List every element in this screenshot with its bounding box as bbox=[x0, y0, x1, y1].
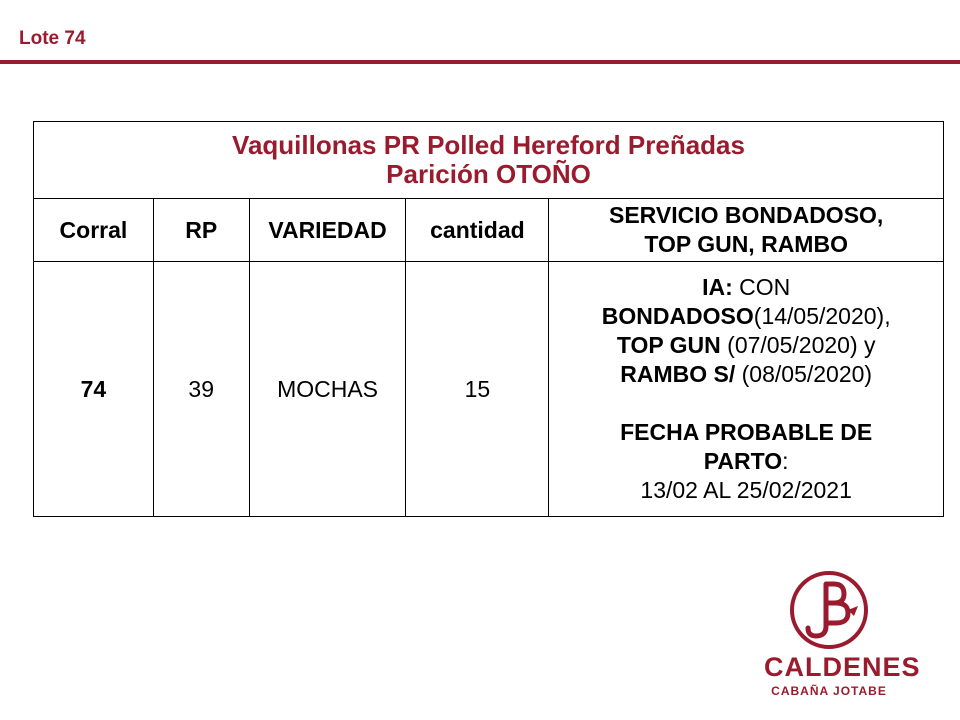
ia-text: CON bbox=[732, 274, 791, 300]
ia-label: IA: bbox=[702, 274, 733, 300]
bull2-line bbox=[553, 331, 939, 360]
logo-name: CALDENES bbox=[764, 652, 921, 682]
col-header-rp: RP bbox=[153, 199, 249, 262]
col-header-servicio-line2: TOP GUN, RAMBO bbox=[644, 231, 848, 257]
fecha-label-line2-wrap bbox=[553, 447, 939, 476]
cell-rp: 39 bbox=[153, 262, 249, 517]
fecha-label-line1: FECHA PROBABLE DE bbox=[620, 419, 873, 445]
table-row bbox=[34, 262, 944, 517]
cell-cantidad: 15 bbox=[406, 262, 549, 517]
cell-servicio bbox=[549, 262, 944, 517]
fecha-value: 13/02 AL 25/02/2021 bbox=[640, 477, 852, 503]
lot-title: Lote 74 bbox=[19, 28, 86, 49]
cell-corral: 74 bbox=[34, 262, 154, 517]
logo-subtitle: CABAÑA JOTABE bbox=[771, 684, 887, 698]
col-header-variedad: VARIEDAD bbox=[249, 199, 406, 262]
table-title-line2: Parición OTOÑO bbox=[386, 159, 591, 189]
bull1-name: BONDADOSO bbox=[601, 303, 754, 329]
table-title bbox=[34, 122, 944, 199]
bull1-line bbox=[553, 302, 939, 331]
bull3-name: RAMBO S/ bbox=[620, 361, 736, 387]
col-header-servicio-line1: SERVICIO BONDADOSO, bbox=[608, 202, 884, 228]
fecha-label-line2: PARTO bbox=[703, 448, 783, 474]
col-header-cantidad: cantidad bbox=[406, 199, 549, 262]
fecha-colon: : bbox=[782, 448, 789, 474]
ia-line bbox=[553, 273, 939, 302]
bull2-date: (07/05/2020) y bbox=[720, 332, 876, 358]
bull2-name: TOP GUN bbox=[616, 332, 721, 358]
col-header-corral: Corral bbox=[34, 199, 154, 262]
spacer bbox=[553, 389, 939, 418]
cell-variedad: MOCHAS bbox=[249, 262, 406, 517]
bull1-date: (14/05/2020), bbox=[753, 303, 891, 329]
table-title-line1: Vaquillonas PR Polled Hereford Preñadas bbox=[232, 130, 745, 160]
lot-table bbox=[33, 121, 944, 517]
bull3-date: (08/05/2020) bbox=[735, 361, 873, 387]
bull3-line bbox=[553, 360, 939, 389]
col-header-servicio bbox=[549, 199, 944, 262]
table-header-row bbox=[34, 199, 944, 262]
header-divider bbox=[0, 60, 960, 64]
